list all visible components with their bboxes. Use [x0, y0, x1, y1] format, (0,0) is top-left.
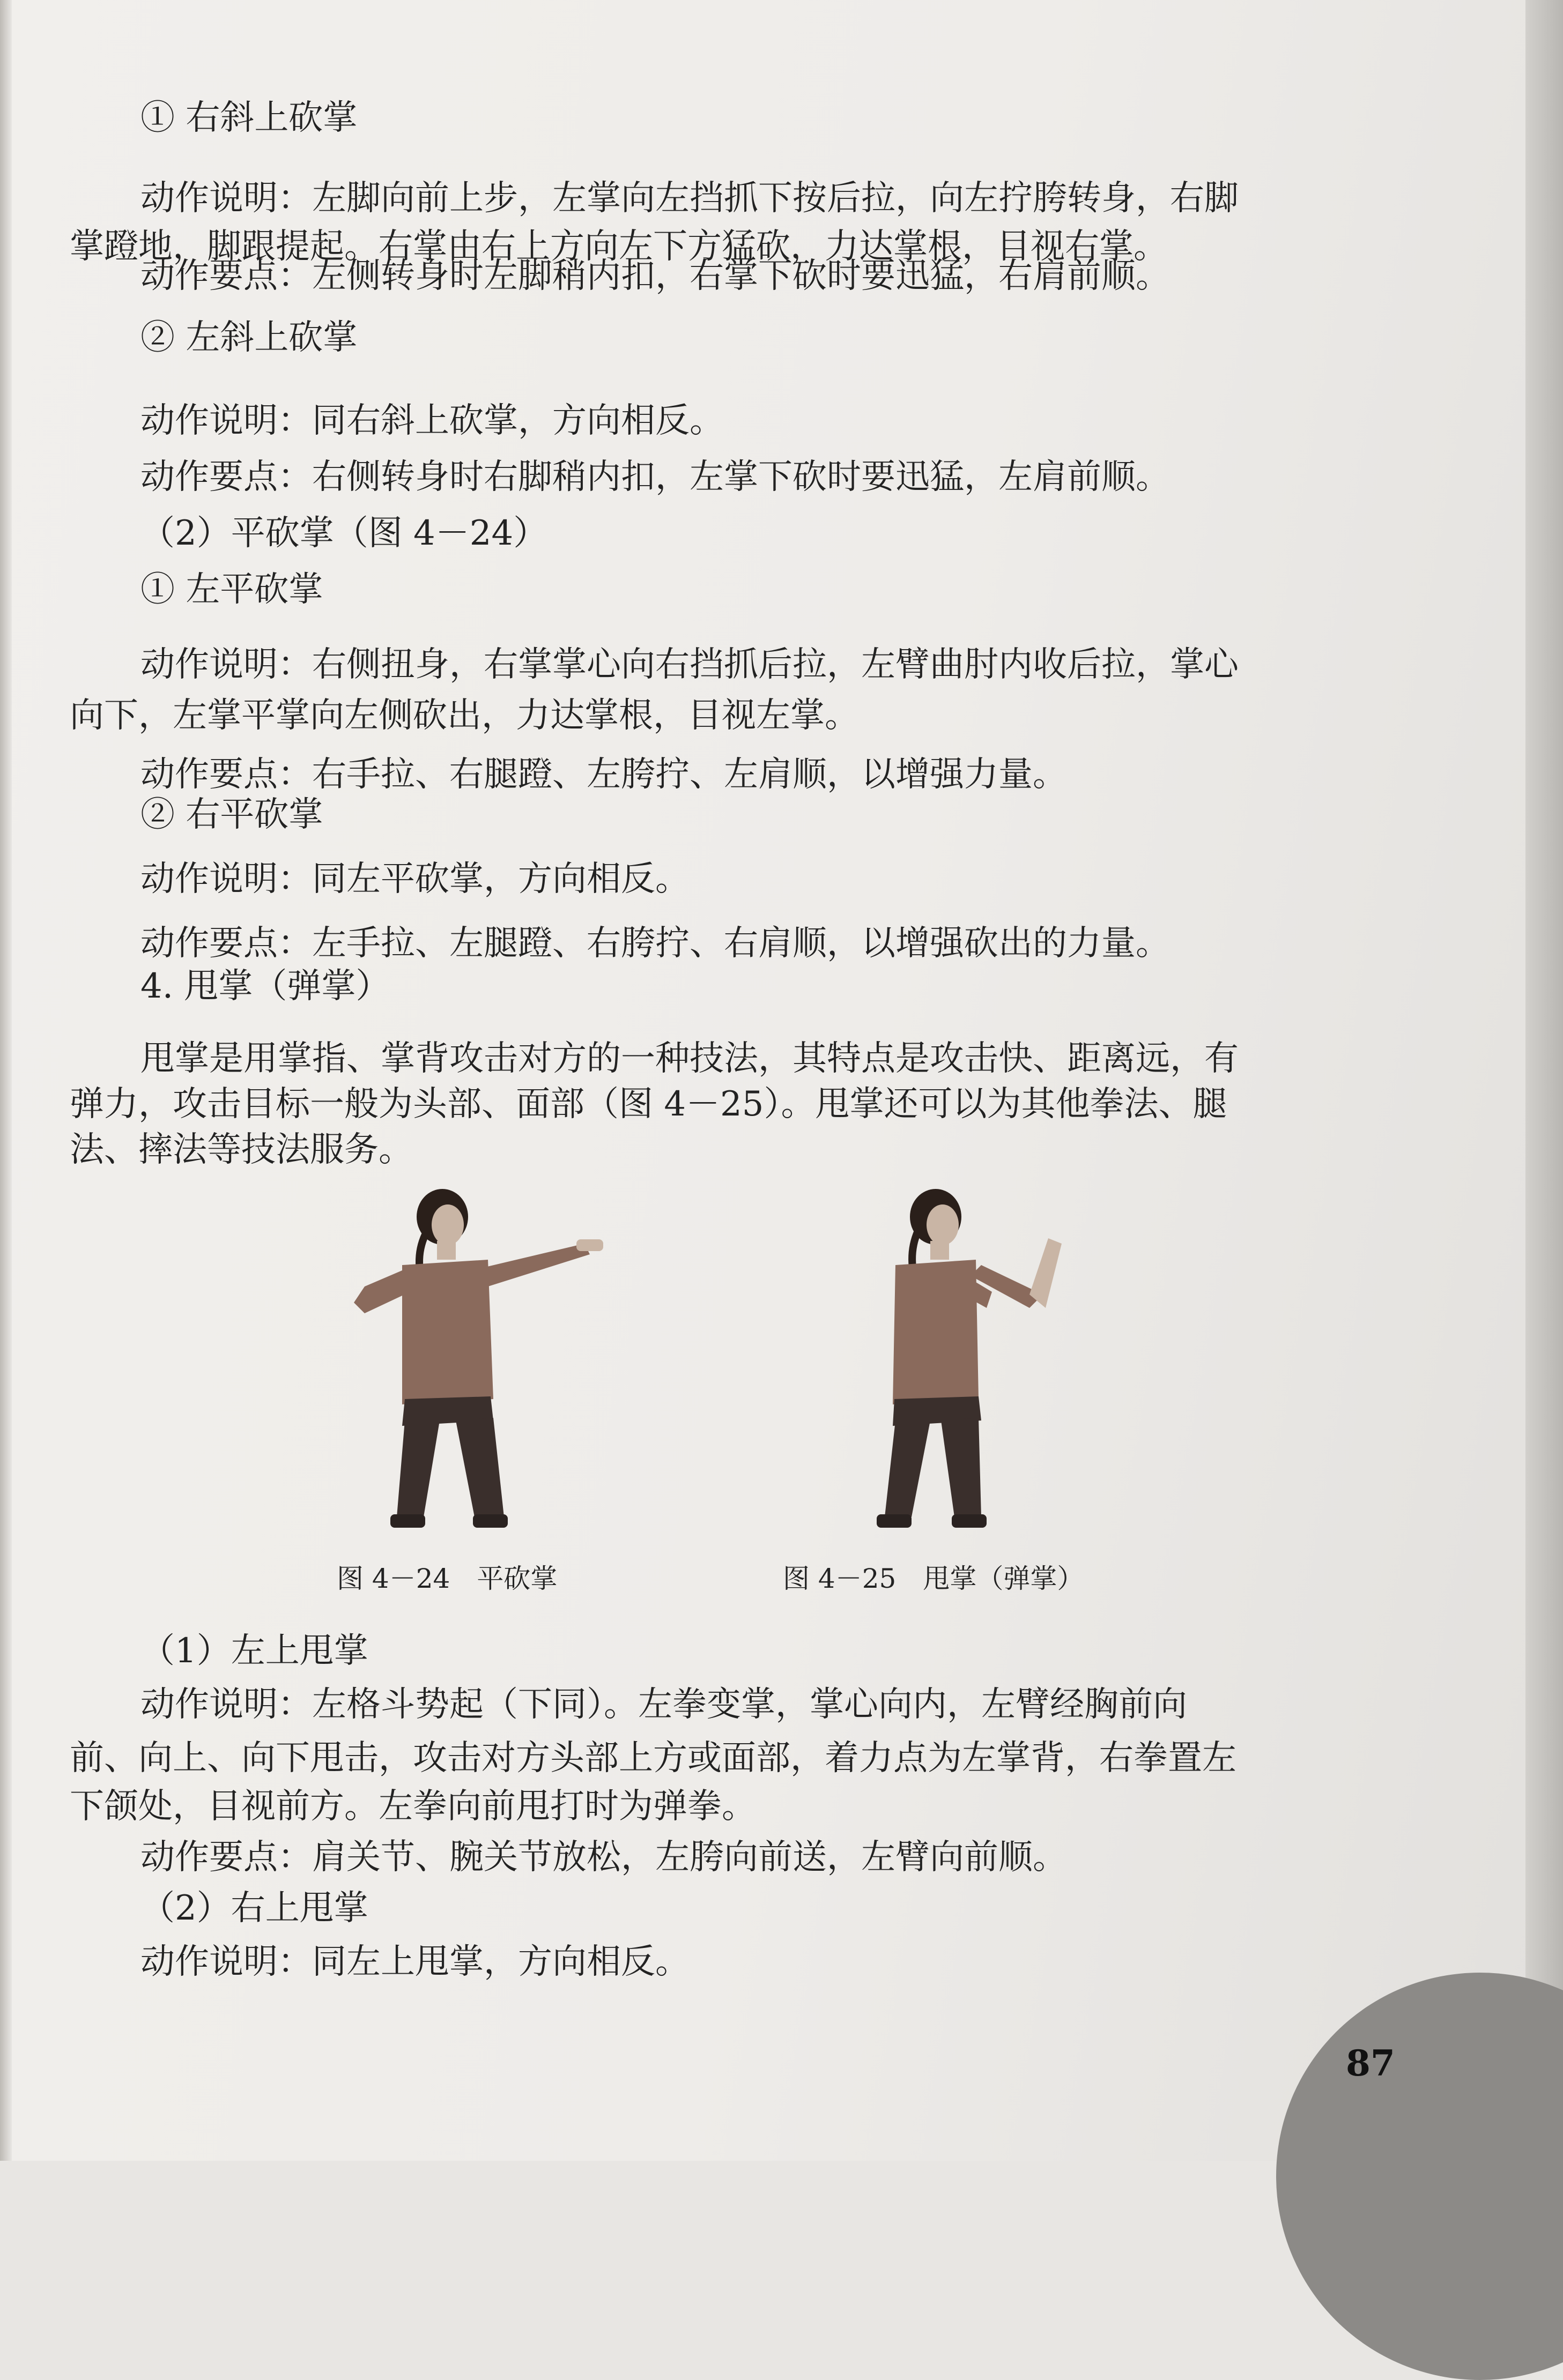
- text-line: 向下，左掌平掌向左侧砍出，力达掌根，目视左掌。: [70, 696, 859, 735]
- figure-caption: 图 4－25 甩掌（弹掌）: [783, 1563, 1084, 1594]
- page-edge-shadow: [1525, 0, 1563, 2161]
- text-line: 动作要点：左手拉、左腿蹬、右胯拧、右肩顺，以增强砍出的力量。: [140, 924, 1170, 963]
- page-gutter: [0, 0, 12, 2161]
- section-heading: 4. 甩掌（弹掌）: [140, 966, 390, 1006]
- text-line: 动作要点：右手拉、右腿蹬、左胯拧、左肩顺，以增强力量。: [140, 755, 1067, 794]
- text-line: 动作说明：同左平砍掌，方向相反。: [140, 859, 690, 899]
- text-line: 动作要点：肩关节、腕关节放松，左胯向前送，左臂向前顺。: [140, 1838, 1067, 1877]
- figure-caption: 图 4－24 平砍掌: [337, 1563, 558, 1594]
- text-line: 动作说明：左格斗势起（下同）。左拳变掌，掌心向内，左臂经胸前向: [140, 1685, 1187, 1724]
- text-line: 弹力，攻击目标一般为头部、面部（图 4－25）。甩掌还可以为其他拳法、腿: [70, 1084, 1227, 1124]
- text-line: 下颌处，目视前方。左拳向前甩打时为弹拳。: [70, 1787, 756, 1826]
- text-line: （2）平砍掌（图 4－24）: [140, 514, 548, 553]
- text-line: ① 左平砍掌: [140, 570, 323, 609]
- page-number: 87: [1346, 2042, 1395, 2084]
- figure-4-24: [332, 1179, 654, 1544]
- text-line: ② 右平砍掌: [140, 795, 323, 835]
- text-line: 动作要点：右侧转身时右脚稍内扣，左掌下砍时要迅猛，左肩前顺。: [140, 457, 1170, 497]
- woman-flicking-palm-photo: [804, 1179, 1126, 1544]
- figure-4-25: [804, 1179, 1126, 1544]
- text-line: ① 右斜上砍掌: [140, 98, 358, 138]
- text-line: 掌蹬地，脚跟提起。右掌由右上方向左下方猛砍，力达掌根，目视右掌。: [70, 227, 1168, 266]
- text-line: 动作说明：同左上甩掌，方向相反。: [140, 1942, 690, 1982]
- text-line: ② 左斜上砍掌: [140, 318, 358, 358]
- text-line: 动作说明：左脚向前上步，左掌向左挡抓下按后拉，向左拧胯转身，右脚: [140, 178, 1239, 218]
- text-line: （1）左上甩掌: [140, 1631, 368, 1671]
- text-line: 动作说明：同右斜上砍掌，方向相反。: [140, 401, 724, 441]
- text-line: 法、摔法等技法服务。: [70, 1130, 413, 1170]
- text-line: （2）右上甩掌: [140, 1888, 368, 1928]
- text-line: 动作要点：左侧转身时左脚稍内扣，右掌下砍时要迅猛，右肩前顺。: [140, 256, 1170, 296]
- text-line: 前、向上、向下甩击，攻击对方头部上方或面部，着力点为左掌背，右拳置左: [70, 1738, 1236, 1778]
- text-line: 甩掌是用掌指、掌背攻击对方的一种技法，其特点是攻击快、距离远，有: [140, 1039, 1239, 1079]
- woman-chopping-palm-photo: [332, 1179, 654, 1544]
- text-line: 动作说明：右侧扭身，右掌掌心向右挡抓后拉，左臂曲肘内收后拉，掌心: [140, 645, 1239, 685]
